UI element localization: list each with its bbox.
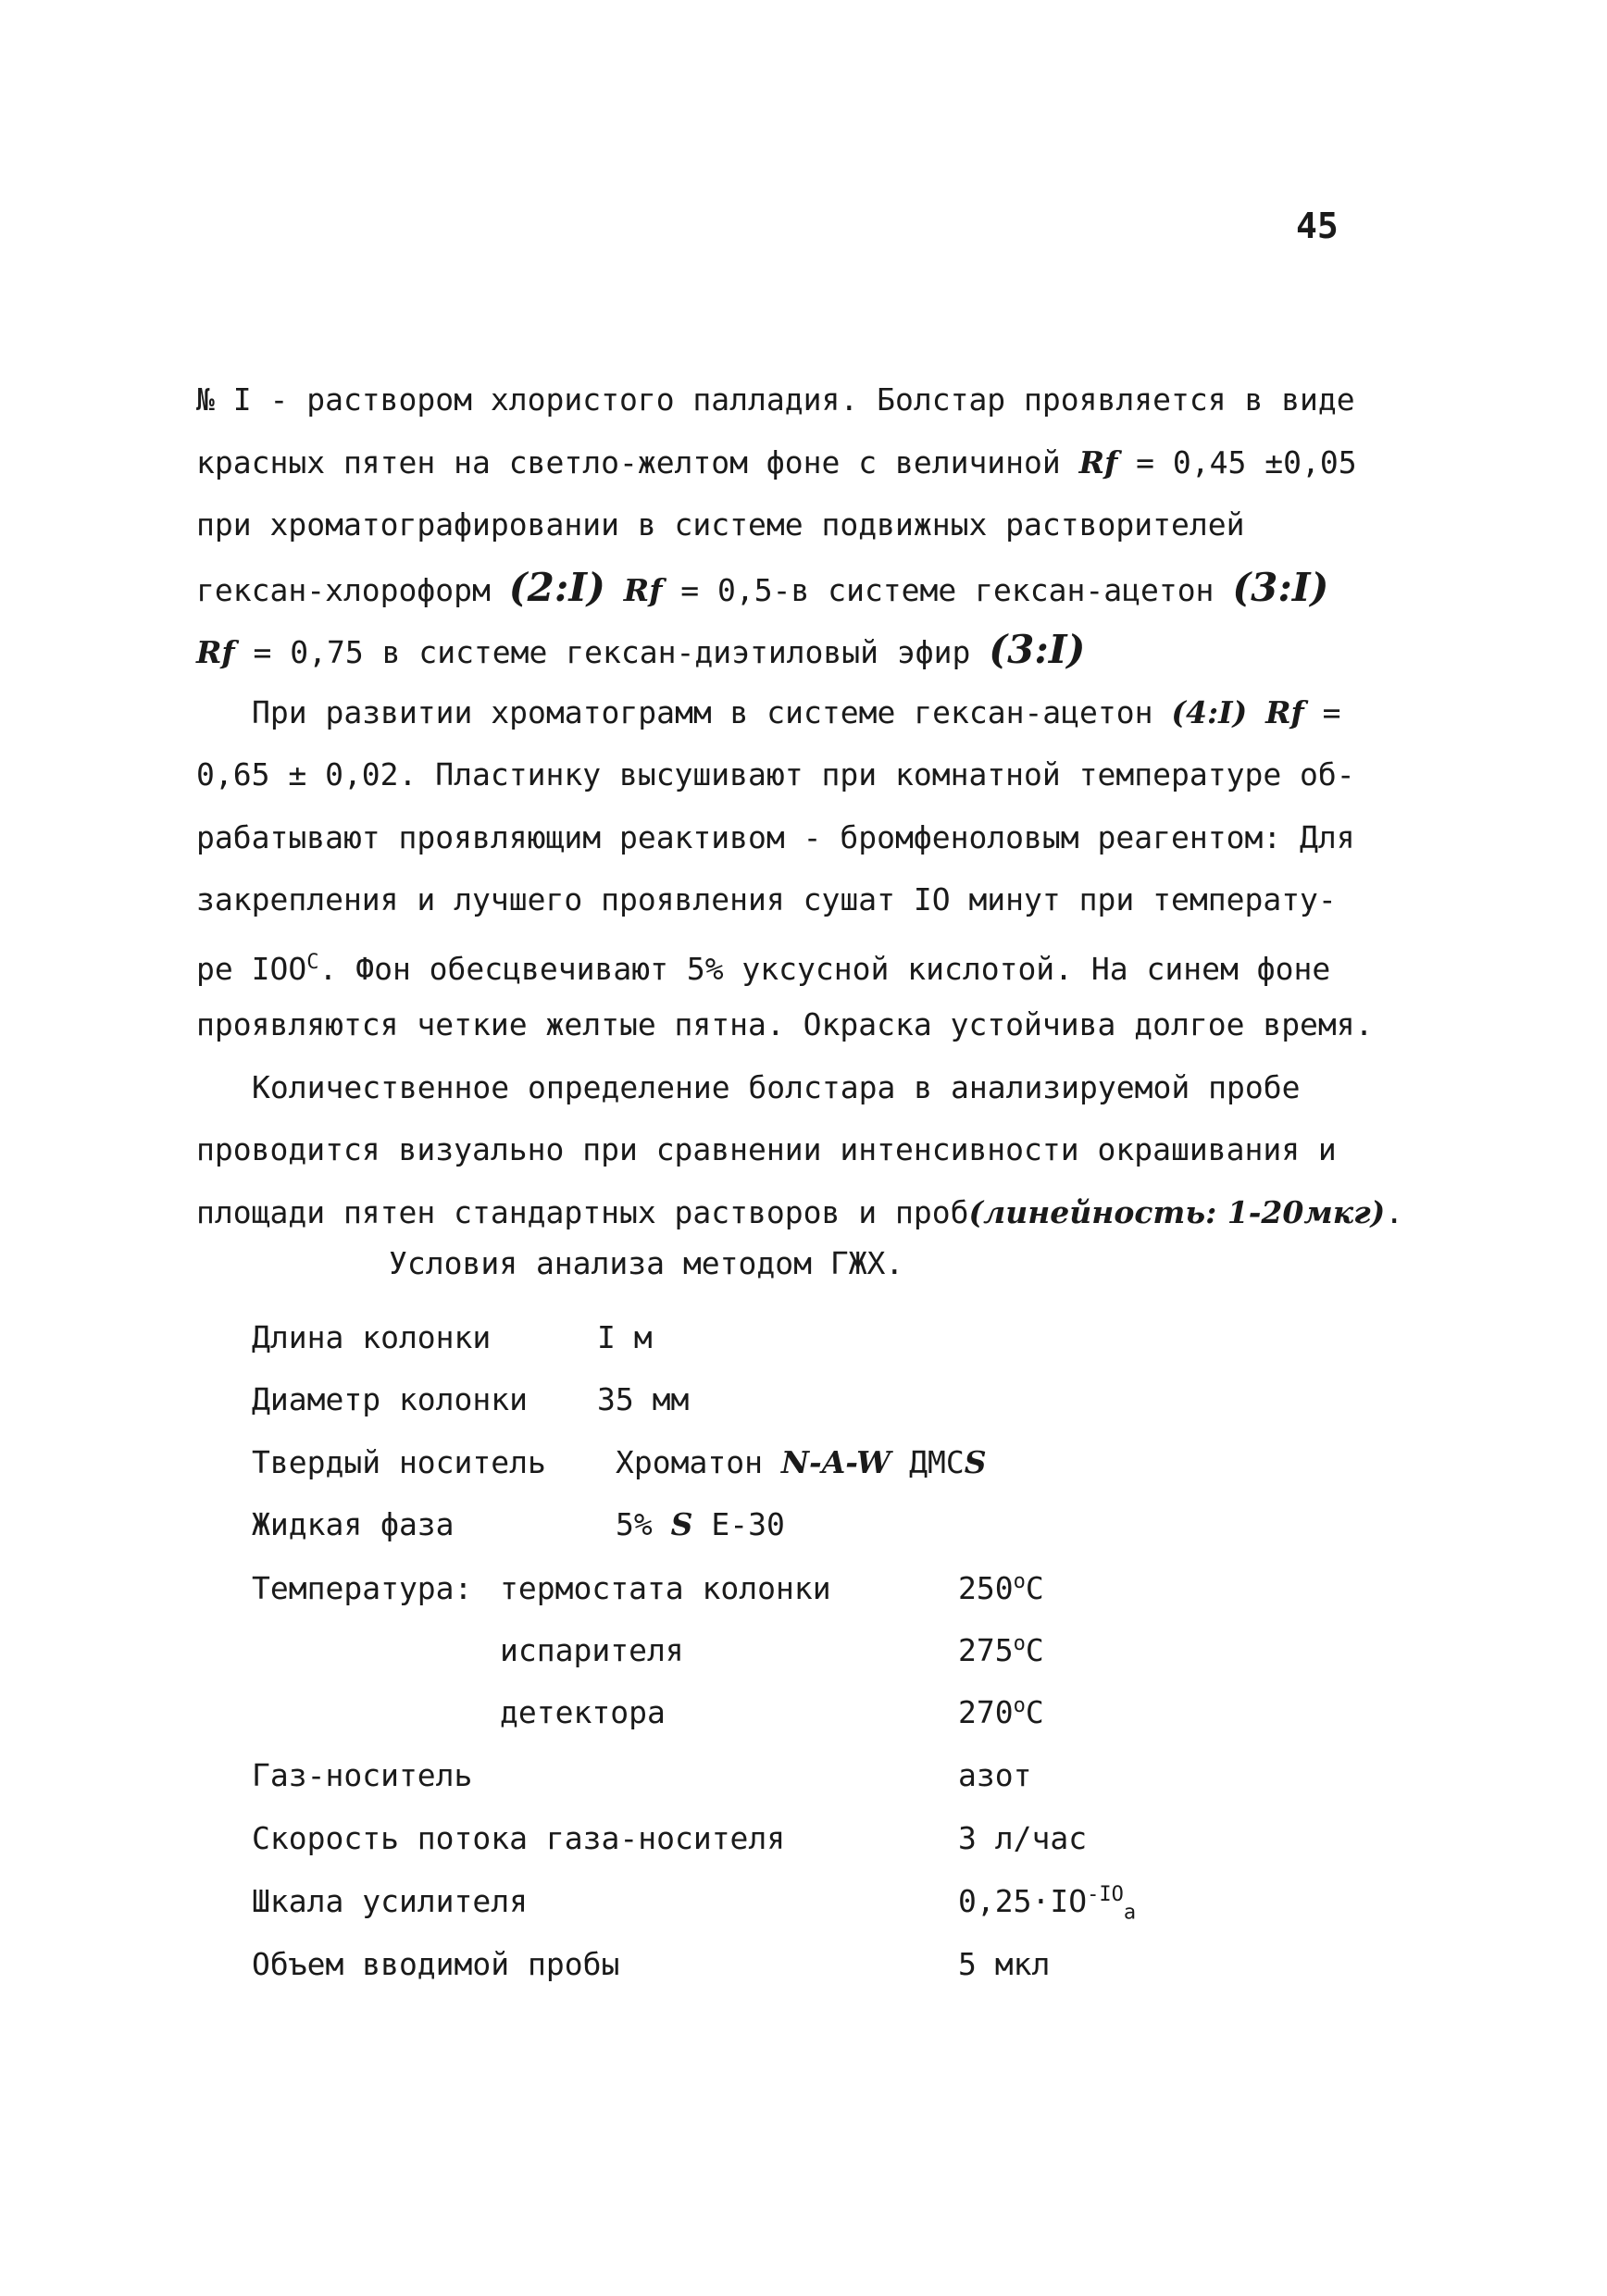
text-span: площади пятен стандартных растворов и проб (196, 1193, 969, 1230)
text-span: 5% (616, 1506, 653, 1542)
text-span: = (1322, 693, 1341, 730)
temperature-label: Температура: (252, 1570, 473, 1606)
rf-symbol: Rf (623, 571, 663, 608)
carrier-gas-label: Газ-носитель (252, 1757, 473, 1793)
rf-symbol: Rf (196, 634, 235, 670)
text-line (196, 368, 1437, 431)
handwritten-note: N-A-W (780, 1444, 891, 1480)
text-span: в системе гексан-диэтиловый эфир (381, 634, 971, 670)
exponent: -IO (1087, 1883, 1124, 1906)
text-span: C (1025, 1632, 1044, 1668)
detector-label: детектора (500, 1694, 666, 1730)
evaporator-value (958, 1632, 1044, 1668)
text-span: гексан-хлороформ (196, 571, 491, 608)
text-span: ре IOO (196, 950, 307, 987)
text-span: . Фон обесцвечивают 5% уксусной кислотой. На синем фоне (318, 950, 1331, 987)
text-span: 250 (958, 1570, 1014, 1606)
text-span: проводится визуально при сравнении интенсивности окрашивания и (196, 1131, 1337, 1167)
text-span: C (1025, 1570, 1044, 1606)
rf-symbol: Rf (1078, 443, 1118, 480)
text-span: Количественное определение болстара в анализируемой пробе (252, 1068, 1301, 1105)
text-span: 270 (958, 1694, 1014, 1730)
rf-value: = 0,45 ±0,05 (1136, 443, 1357, 480)
solvent-ratio: (3:I) (989, 627, 1086, 672)
solid-carrier-label: Твердый носитель (252, 1444, 546, 1480)
thermostat-value (958, 1570, 1044, 1606)
degree-sign: o (1013, 1694, 1026, 1717)
amplifier-scale-value (958, 1883, 1136, 1925)
solid-carrier-value (616, 1444, 987, 1480)
text-line (196, 993, 1437, 1056)
text-line (196, 1181, 1437, 1244)
text-span: № I - раствором хлористого палладия. Болстар проявляется в виде (196, 381, 1355, 418)
detector-value (958, 1694, 1044, 1730)
sample-volume-label: Объем вводимой пробы (252, 1946, 620, 1982)
text-span: рабатывают проявляющим реактивом - бромфеноловым реагентом: Для (196, 818, 1355, 855)
solvent-ratio: (4:I) (1171, 693, 1248, 730)
text-line (196, 931, 1437, 994)
carrier-gas-value: азот (958, 1757, 1032, 1793)
text-span: Е-30 (711, 1506, 785, 1542)
text-span: ДМС (909, 1444, 965, 1480)
column-length-value: I м (597, 1319, 653, 1355)
solvent-ratio: (3:I) (1232, 564, 1329, 610)
rf-value: = 0,5-в системе гексан-ацетон (680, 571, 1215, 608)
solvent-ratio: (2:I) (508, 564, 605, 610)
evaporator-label: испарителя (500, 1632, 684, 1668)
liquid-phase-label: Жидкая фаза (252, 1506, 455, 1542)
text-line (196, 1118, 1437, 1181)
text-line (196, 868, 1437, 931)
body-text (196, 368, 1437, 1243)
text-span: При развитии хроматограмм в системе гексан-ацетон (252, 693, 1153, 730)
rf-value: = 0,75 (253, 634, 364, 670)
degree-sign: o (1013, 1570, 1026, 1593)
text-line (196, 431, 1437, 494)
text-line (196, 806, 1437, 869)
column-length-label: Длина колонки (252, 1319, 492, 1355)
thermostat-label: термостата колонки (500, 1570, 831, 1606)
text-span: красных пятен на светло-желтом фоне с величиной (196, 443, 1061, 480)
text-span: 0,65 ± 0,02. Пластинку высушивают при комнатной температуре об- (196, 756, 1355, 792)
liquid-phase-value (616, 1506, 785, 1542)
text-span: при хроматографировании в системе подвижных растворителей (196, 506, 1245, 543)
text-line (196, 556, 1437, 619)
handwritten-note: S (670, 1506, 693, 1542)
text-span: . (1385, 1193, 1404, 1230)
page-number: 45 (1296, 206, 1339, 246)
text-span: 275 (958, 1632, 1014, 1668)
handwritten-note: (линейность: 1-20мкг) (968, 1193, 1386, 1230)
conditions-caption: Условия анализа методом ГЖХ. (389, 1245, 904, 1281)
subscript: a (1123, 1901, 1137, 1925)
text-span: закрепления и лучшего проявления сушат IO минут при температу- (196, 881, 1337, 917)
flow-rate-value: 3 л/час (958, 1820, 1088, 1856)
text-span: проявляются четкие желтые пятна. Окраска устойчива долгое время. (196, 1006, 1374, 1042)
text-span: 0,25·IO (958, 1883, 1088, 1919)
text-line (196, 1056, 1437, 1119)
handwritten-note: S (964, 1444, 987, 1480)
superscript: C (306, 950, 319, 974)
column-diameter-value: 35 мм (597, 1381, 690, 1417)
degree-sign: o (1013, 1632, 1026, 1655)
amplifier-scale-label: Шкала усилителя (252, 1883, 529, 1919)
rf-symbol: Rf (1265, 693, 1304, 730)
text-line (196, 493, 1437, 556)
text-line (196, 618, 1437, 681)
text-span: C (1025, 1694, 1044, 1730)
text-span: Хроматон (616, 1444, 763, 1480)
column-diameter-label: Диаметр колонки (252, 1381, 529, 1417)
text-line (196, 743, 1437, 806)
sample-volume-value: 5 мкл (958, 1946, 1051, 1982)
text-line (196, 681, 1437, 744)
flow-rate-label: Скорость потока газа-носителя (252, 1820, 786, 1856)
